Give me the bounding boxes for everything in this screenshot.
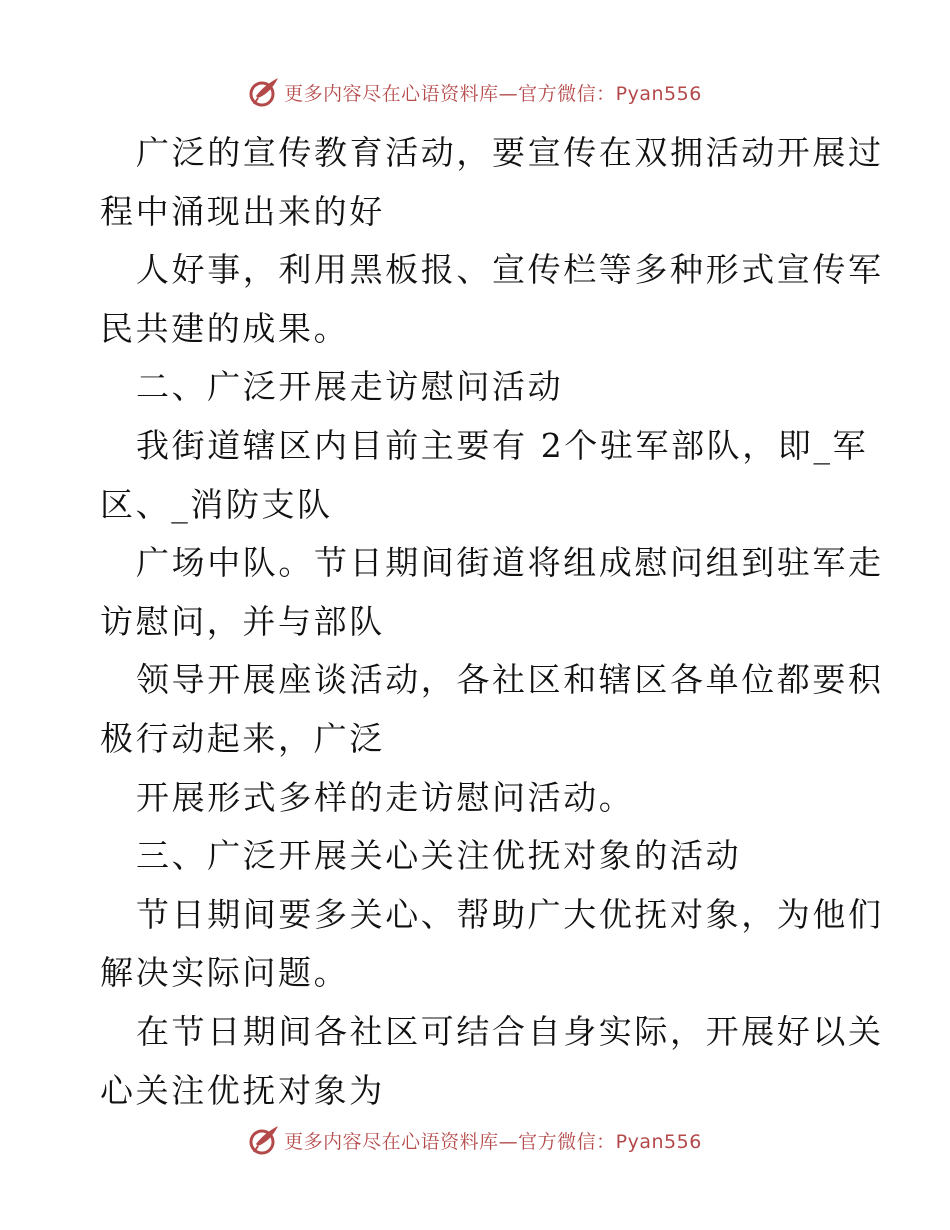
paragraph-line: 程中涌现出来的好 — [100, 191, 385, 231]
paragraph-line: 心关注优抚对象为 — [100, 1070, 385, 1110]
paragraph-line: 极行动起来，广泛 — [100, 718, 385, 758]
paragraph-line: 解决实际问题。 — [100, 953, 350, 993]
paragraph-line: 开展形式多样的走访慰问活动。 — [136, 777, 635, 817]
section-heading: 二、广泛开展走访慰问活动 — [136, 367, 564, 407]
section-heading: 三、广泛开展关心关注优抚对象的活动 — [136, 836, 742, 876]
paragraph-line: 访慰问，并与部队 — [100, 601, 385, 641]
paragraph-line: 我街道辖区内目前主要有 2个驻军部队，即_军 — [136, 425, 869, 465]
footer-watermark-text: 更多内容尽在心语资料库—官方微信：Pyan556 — [284, 1130, 702, 1153]
paragraph-line: 广泛的宣传教育活动，要宣传在双拥活动开展过 — [136, 133, 884, 172]
paragraph-line: 民共建的成果。 — [100, 308, 350, 348]
paragraph-line: 广场中队。节日期间街道将组成慰问组到驻军走 — [136, 543, 884, 583]
feather-quill-logo-icon — [248, 1124, 280, 1156]
paragraph-line: 人好事，利用黑板报、宣传栏等多种形式宣传军 — [136, 250, 884, 290]
paragraph-line: 在节日期间各社区可结合自身实际，开展好以关 — [136, 1011, 884, 1051]
footer-watermark — [0, 1120, 950, 1160]
header-watermark-text: 更多内容尽在心语资料库—官方微信：Pyan556 — [284, 82, 702, 105]
feather-quill-logo-icon — [248, 76, 280, 108]
paragraph-line: 区、_消防支队 — [100, 484, 333, 524]
paragraph-line: 节日期间要多关心、帮助广大优抚对象，为他们 — [136, 894, 884, 934]
document-body — [100, 124, 884, 1120]
header-watermark — [0, 72, 950, 112]
paragraph-line: 领导开展座谈活动，各社区和辖区各单位都要积 — [136, 660, 884, 700]
